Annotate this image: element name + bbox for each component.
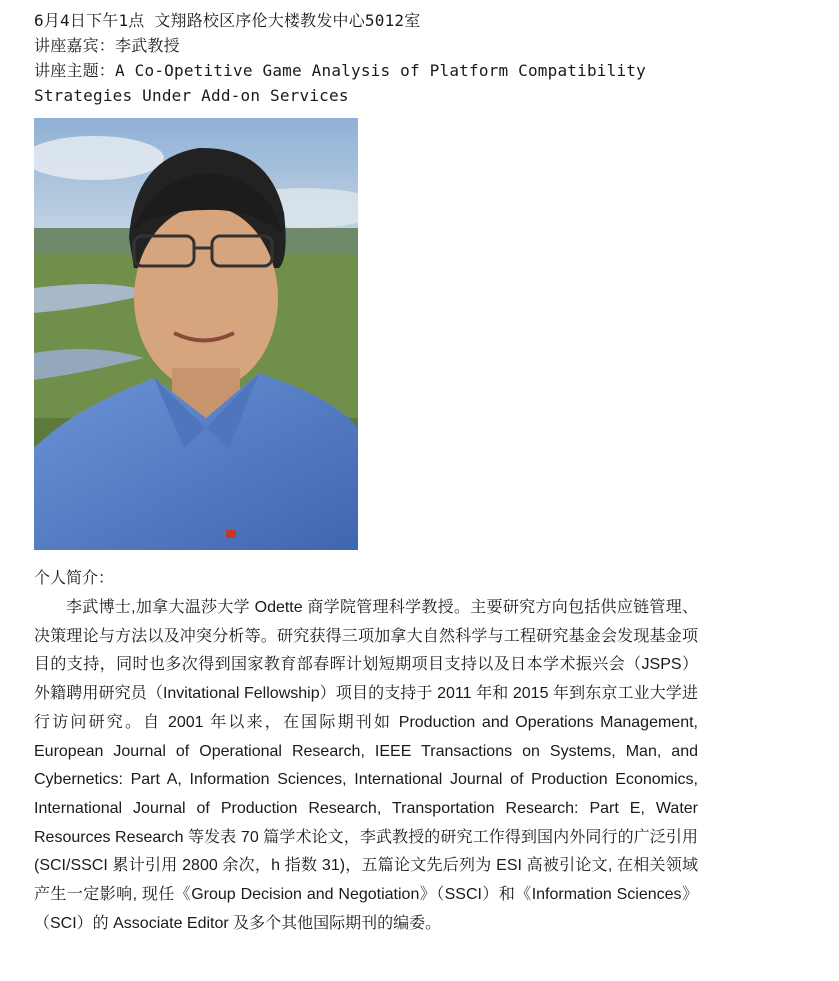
speaker-photo: [34, 118, 358, 550]
lecture-topic: 讲座主题：A Co-Opetitive Game Analysis of Platform Compatibility: [34, 61, 646, 80]
bio-heading: 个人简介：: [34, 568, 115, 587]
bio-paragraph: 李武博士,加拿大温莎大学 Odette 商学院管理科学教授。主要研究方向包括供应链管理、决策理论与方法以及冲突分析等。研究获得三项加拿大自然科学与工程研究基金会发现基金项目的支持，同时也多次得到国家教育部春晖计划短期项目支持以及日本学术振兴会（JSPS）外籍聘用研究员（Invitational Fellowship）项目的支持于 2011 年和 2015 年到东京工业大学进行访问研究。自 2001 年以来，在国际期刊如 Production and Operations Management, European Journal of Operational Research, IEEE Transactions on Systems, Man, and Cybernetics: Part A, Information Sciences, International Journal of Production Economics, International Journal of Production Research, Transportation Research: Part E, Water Resources Research 等发表 70 篇学术论文，李武教授的研究工作得到国内外同行的广泛引用(SCI/SSCI 累计引用 2800 余次，h 指数 31)，五篇论文先后列为 ESI 高被引论文, 在相关领域产生一定影响, 现任《Group Decision and Negotiation》（SSCI）和《Information Sciences》（SCI）的 Associate Editor 及多个其他国际期刊的编委。: [34, 599, 698, 932]
lecture-speaker: 讲座嘉宾：李武教授: [34, 36, 180, 55]
event-time-location: 6月4日下午1点 文翔路校区序伦大楼教发中心5012室: [34, 11, 421, 30]
lecture-topic-continued: Strategies Under Add-on Services: [34, 86, 349, 105]
event-header: [34, 8, 814, 108]
